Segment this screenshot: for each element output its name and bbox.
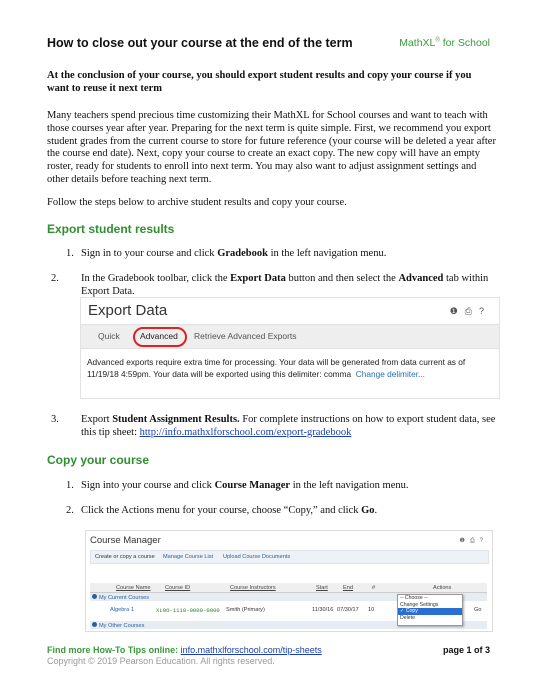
intro-paragraph: Many teachers spend precious time customizing their MathXL for School courses and want to teach with those courses year after year. Preparing for the next term is quite simple. First, we recommend you export student grades from the current course to store for future reference (your course will be deleted a year after the course end date). Next, copy your course to create an exact copy. The new copy will have an empty roster, ready for students to enroll into next term. You may also want to adjust assignment settings and other details before teaching next term. xyxy=(47,110,496,185)
actions-option-selected[interactable]: ✓ Copy xyxy=(398,608,462,615)
steps-intro: Follow the steps below to archive student results and copy your course. xyxy=(47,197,347,208)
step-number: 3. xyxy=(51,414,59,425)
step-number: 1. xyxy=(66,248,74,259)
section-label: My Other Courses xyxy=(99,622,145,629)
create-copy-course-button[interactable]: Create or copy a course xyxy=(95,554,155,560)
intro-heading: At the conclusion of your course, you should export student results and copy your course if you want to reuse it next term xyxy=(47,70,472,94)
step-bold: Export Data xyxy=(230,273,286,284)
actions-option[interactable]: Delete xyxy=(400,614,415,621)
section-heading-export: Export student results xyxy=(47,222,175,236)
print-icon[interactable]: ⎙ xyxy=(469,538,480,544)
tab-advanced[interactable]: Advanced xyxy=(140,331,178,341)
info-icon[interactable]: ❶ xyxy=(459,538,470,544)
export-gradebook-link[interactable]: http://info.mathxlforschool.com/export-gradebook xyxy=(139,426,352,438)
help-icon[interactable]: ? xyxy=(478,306,491,316)
help-icon[interactable]: ? xyxy=(479,538,488,544)
collapse-icon[interactable] xyxy=(92,622,97,627)
upload-course-documents-link[interactable]: Upload Course Documents xyxy=(223,554,291,560)
export-panel-icons xyxy=(450,306,491,317)
brand-suffix: for School xyxy=(439,37,490,49)
step-bold: Student Assignment Results. xyxy=(112,414,240,425)
course-manager-icons xyxy=(459,537,488,545)
step-number: 1. xyxy=(66,480,74,491)
col-course-instructors[interactable]: Course Instructors xyxy=(230,585,276,591)
step-text: Sign in to your course and click xyxy=(81,248,218,259)
footer-more-tips xyxy=(47,645,322,655)
page-title: How to close out your course at the end of the term xyxy=(47,36,353,50)
page-number: page 1 of 3 xyxy=(442,645,490,655)
col-count: # xyxy=(372,585,376,591)
brand-reg-mark: ® xyxy=(435,37,440,44)
actions-option[interactable]: -- Choose -- xyxy=(400,595,428,601)
course-manager-panel xyxy=(85,530,493,632)
step-number: 2. xyxy=(51,273,59,284)
info-icon[interactable]: ❶ xyxy=(449,306,465,316)
step-text: in the left navigation menu. xyxy=(290,480,409,491)
step-bold: Go xyxy=(361,505,375,516)
export-panel-title: Export Data xyxy=(88,302,168,319)
brand-name: MathXL xyxy=(399,37,436,49)
step-bold: Course Manager xyxy=(214,480,291,491)
copy-step-1 xyxy=(66,480,496,493)
footer-copyright: Copyright © 2019 Pearson Education. All rights reserved. xyxy=(47,656,275,666)
col-end[interactable]: End xyxy=(343,585,353,591)
course-start: 11/30/16 xyxy=(312,607,334,613)
step-text: in the left navigation menu. xyxy=(267,248,387,259)
print-icon[interactable]: ⎙ xyxy=(464,306,479,316)
export-step-2 xyxy=(51,273,511,299)
step-bold: Gradebook xyxy=(217,248,268,259)
step-text: In the Gradebook toolbar, click the xyxy=(81,273,231,284)
go-button[interactable]: Go xyxy=(474,607,482,613)
col-course-id[interactable]: Course ID xyxy=(165,585,191,591)
step-text: tab within Export Data. xyxy=(81,273,489,297)
course-count: 10 xyxy=(368,607,375,613)
export-message xyxy=(87,356,492,380)
course-id: XL0O-1110-0000-0000 xyxy=(156,607,220,614)
copy-step-2 xyxy=(66,505,496,518)
step-bold: Advanced xyxy=(398,273,444,284)
section-heading-copy: Copy your course xyxy=(47,453,150,467)
export-step-1 xyxy=(66,248,496,261)
actions-option[interactable]: Change Settings xyxy=(400,601,439,608)
col-course-name[interactable]: Course Name xyxy=(116,585,151,591)
actions-dropdown[interactable] xyxy=(397,594,463,626)
export-data-panel xyxy=(80,297,500,399)
col-actions: Actions xyxy=(433,585,452,591)
collapse-icon[interactable] xyxy=(92,594,97,599)
step-text: . xyxy=(374,505,378,516)
export-message-text: Advanced exports require extra time for processing. Your data will be generated from data current as of 11/19/18 4:59pm. Your data will be exported using this delimiter: comma xyxy=(87,357,466,379)
course-end: 07/30/17 xyxy=(337,607,359,613)
step-text: button and then select the xyxy=(285,273,399,284)
tab-quick[interactable]: Quick xyxy=(98,331,120,341)
footer-more-label: Find more How-To Tips online: xyxy=(47,645,181,655)
export-step-3 xyxy=(51,414,511,440)
brand-logo xyxy=(399,37,490,49)
change-delimiter-link[interactable]: Change delimiter... xyxy=(355,369,425,379)
step-text: Sign into your course and click xyxy=(81,480,215,491)
course-instructor: Smith (Primary) xyxy=(226,607,265,613)
tip-sheets-link[interactable]: info.mathxlforschool.com/tip-sheets xyxy=(180,645,322,655)
step-text: Click the Actions menu for your course, choose “Copy,” and click xyxy=(81,505,362,516)
col-start[interactable]: Start xyxy=(316,585,328,591)
tab-retrieve-advanced-exports[interactable]: Retrieve Advanced Exports xyxy=(194,331,297,341)
course-manager-toolbar xyxy=(90,550,489,564)
step-text: Export xyxy=(81,414,113,425)
course-name-link[interactable]: Algebra 1 xyxy=(110,607,134,613)
section-label: My Current Courses xyxy=(99,594,150,601)
step-number: 2. xyxy=(66,505,74,516)
export-tabs xyxy=(81,324,499,349)
table-header xyxy=(90,583,487,593)
step-text: For complete instructions on how to export student data, see this tip sheet: xyxy=(81,414,496,438)
manage-course-list-link[interactable]: Manage Course List xyxy=(163,554,214,560)
course-manager-title: Course Manager xyxy=(90,535,161,546)
